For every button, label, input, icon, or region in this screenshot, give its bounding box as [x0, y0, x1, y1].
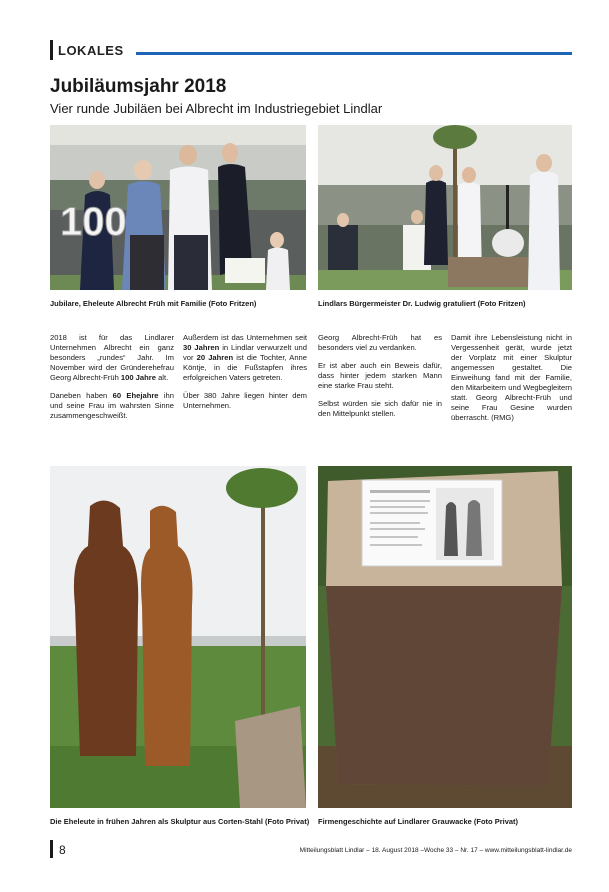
footer-marker	[50, 840, 53, 858]
caption-photo-mayor: Lindlars Bürgermeister Dr. Ludwig gratuliert (Foto Fritzen)	[318, 299, 526, 308]
text-run: ist die Tochter, Anne Köntje, in die Fußstapfen ihres erfolgreichen Vaters getreten.	[183, 353, 307, 382]
section-label: LOKALES	[58, 43, 124, 58]
paragraph: Über 380 Jahre liegen hinter dem Unternehmen.	[183, 391, 307, 410]
text-run: Daneben haben	[50, 391, 113, 400]
paragraph: Er ist aber auch ein Beweis dafür, dass hinter jedem starken Mann eine starke Frau steht.	[318, 361, 442, 390]
paragraph: Georg Albrecht-Früh hat es besonders viel zu verdanken.	[318, 333, 442, 352]
prop-numbers: 100	[60, 200, 127, 244]
paragraph	[50, 333, 174, 383]
page-number: 8	[59, 843, 66, 857]
photo-family-image	[50, 125, 306, 290]
article-column-4	[451, 333, 572, 431]
paragraph: Damit ihre Lebensleistung nicht in Vergessenheit gerät, wurde jetzt der Vorplatz mit einer Skulptur angemessen gestaltet. Die Einweihung fand mit der Familie, den Mitarbeitern und Wegbegleitern statt. Georg Albrecht-Früh und seine Frau Gesine wurden überrascht. (RMG)	[451, 333, 572, 422]
photo-mayor-image	[318, 125, 572, 290]
section-rule	[136, 52, 572, 55]
photo-plaque	[318, 466, 572, 808]
article-headline: Jubiläumsjahr 2018	[50, 76, 227, 97]
text-run: in Lindlar verwurzelt und vor	[183, 343, 307, 362]
photo-sculpture	[50, 466, 306, 808]
paragraph	[50, 391, 174, 421]
caption-photo-sculpture: Die Eheleute in frühen Jahren als Skulptur aus Corten-Stahl (Foto Privat)	[50, 817, 310, 826]
text-run-bold: 20 Jahren	[196, 353, 234, 362]
article-subheadline: Vier runde Jubiläen bei Albrecht im Industriegebiet Lindlar	[50, 101, 383, 116]
text-run-bold: 100 Jahre	[120, 373, 156, 382]
section-marker	[50, 40, 53, 60]
text-run: 2018 ist für das Lindlarer Unternehmen Albrecht ein ganz besonders „rundes“ Jahr. Im November wird der Gründerehefrau Georg Albrecht-Früh	[50, 333, 174, 382]
paragraph: Selbst würden sie sich dafür nie in den Mittelpunkt stellen.	[318, 399, 442, 418]
article-column-3	[318, 333, 442, 427]
text-run: alt.	[155, 373, 169, 382]
footer-publication: Mitteilungsblatt Lindlar – 18. August 2018 –Woche 33 – Nr. 17 – www.mitteilungsblatt-lindlar.de	[299, 847, 572, 854]
text-run: ihn und seine Frau im wahrsten Sinne zusammengeschweißt.	[50, 391, 174, 420]
photo-family	[50, 125, 306, 290]
photo-mayor	[318, 125, 572, 290]
article-column-2	[183, 333, 307, 419]
text-run-bold: 30 Jahren	[183, 343, 220, 352]
caption-photo-plaque: Firmengeschichte auf Lindlarer Grauwacke (Foto Privat)	[318, 817, 519, 826]
text-run-bold: 60 Ehejahre	[112, 391, 159, 400]
paragraph	[183, 333, 307, 383]
photo-sculpture-image	[50, 466, 306, 808]
text-run: Außerdem ist das Unternehmen seit	[183, 333, 307, 342]
photo-plaque-image	[318, 466, 572, 808]
article-column-1	[50, 333, 174, 429]
caption-photo-family: Jubilare, Eheleute Albrecht Früh mit Familie (Foto Fritzen)	[50, 299, 257, 308]
